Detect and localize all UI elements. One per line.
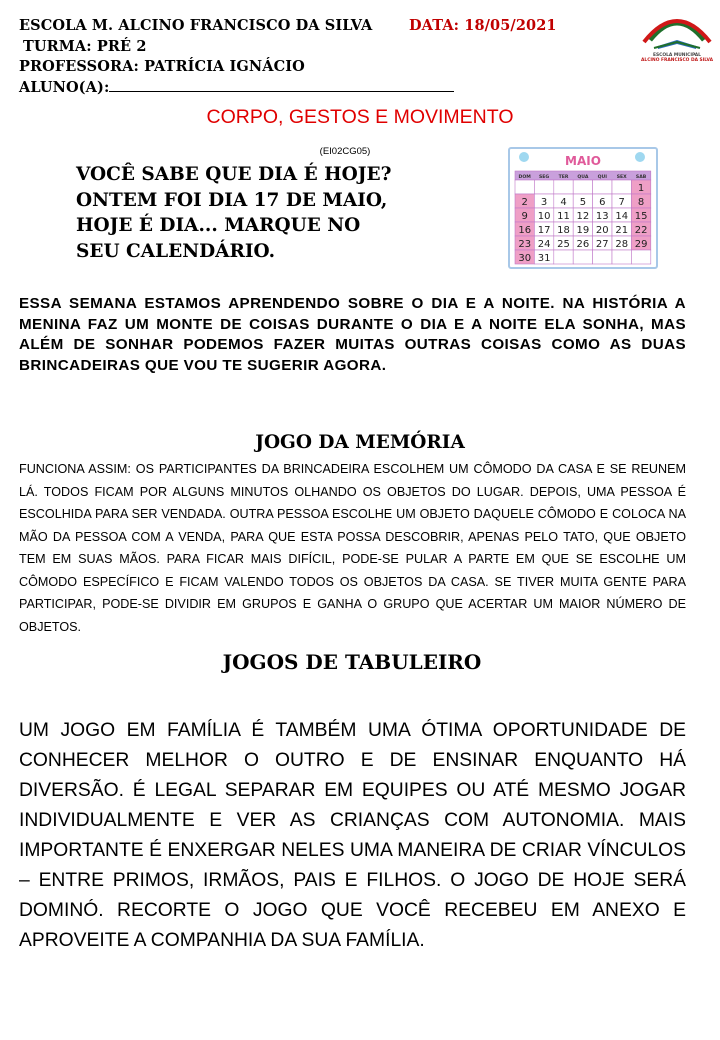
calendar-day: 22 xyxy=(634,224,648,236)
class-label: TURMA: PRÉ 2 xyxy=(23,38,147,55)
question-line: SEU CALENDÁRIO. xyxy=(76,240,276,262)
calendar-day: 26 xyxy=(576,238,590,250)
calendar-day: 28 xyxy=(615,238,629,250)
calendar-weekday: SEX xyxy=(616,174,627,180)
school-name: ESCOLA M. ALCINO FRANCISCO DA SILVA xyxy=(19,17,373,34)
date-label: DATA: 18/05/2021 xyxy=(409,17,557,34)
logo-line1: ESCOLA MUNICIPAL xyxy=(653,53,701,58)
flower-right-icon xyxy=(635,152,645,162)
question-line: VOCÊ SABE QUE DIA É HOJE? xyxy=(76,164,392,185)
calendar-day: 31 xyxy=(537,252,551,264)
calendar-day: 30 xyxy=(518,252,532,264)
calendar-month: MAIO xyxy=(565,154,601,168)
calendar-day: 23 xyxy=(518,238,532,250)
calendar-day: 19 xyxy=(576,224,590,236)
calendar-cell xyxy=(612,180,631,194)
calendar-weekday: SAB xyxy=(635,174,647,180)
calendar-day: 24 xyxy=(537,238,551,250)
intro-paragraph: ESSA SEMANA ESTAMOS APRENDENDO SOBRE O DIA E A NOITE. NA HISTÓRIA A MENINA FAZ UM MONTE DE COISAS DURANTE O DIA E A NOITE ELA SONHA, MAS ALÉM DE SONHAR PODEMOS FAZER MUITAS OUTRAS COISAS COMO AS DUAS BRINCADEIRAS QUE VOU TE SUGERIR AGORA. xyxy=(19,295,686,374)
calendar-day: 20 xyxy=(595,224,609,236)
calendar-weekday: SEG xyxy=(538,174,550,180)
calendar-day: 14 xyxy=(615,210,629,222)
calendar-cell xyxy=(515,180,534,194)
calendar-day: 8 xyxy=(637,196,645,208)
calendar-cell xyxy=(554,180,573,194)
svg-text:E.M.A.F.S xyxy=(651,2,703,19)
calendar-day: 17 xyxy=(537,224,551,236)
teacher-label: PROFESSORA: PATRÍCIA IGNÁCIO xyxy=(19,58,305,75)
memory-game-text: FUNCIONA ASSIM: OS PARTICIPANTES DA BRINCADEIRA ESCOLHEM UM CÔMODO DA CASA E SE REUNEM LÁ. TODOS FICAM POR ALGUNS MINUTOS OLHANDO OS OBJETOS DO LUGAR. DEPOIS, UMA PESSOA É ESCOLHIDA PARA SER VENDADA. OUTRA PESSOA ESCOLHE UM OBJETO DAQUELE CÔMODO E COLOCA NA MÃO DA PESSOA COM A VENDA, PARA QUE ESTA POSSA DESCOBRIR, APENAS PELO TATO, QUE OBJETO TEM EM SUAS MÃOS. PARA FICAR MAIS DIFÍCIL, PODE-SE PULAR A PARTE EM QUE SE ESCOLHE UM CÔMODO ESPECÍFICO E FICAM VALENDO TODOS OS OBJETOS DA CASA. SE TIVER MUITA GENTE PARA PARTICIPAR, PODE-SE DIVIDIR EM GRUPOS E GANHA O GRUPO QUE ACERTAR UM MAIOR NÚMERO DE OBJETOS. xyxy=(19,462,686,634)
calendar-cell xyxy=(612,250,631,264)
board-games-text: UM JOGO EM FAMÍLIA É TAMBÉM UMA ÓTIMA OPORTUNIDADE DE CONHECER MELHOR O OUTRO E DE ENSINAR ENQUANTO HÁ DIVERSÃO. É LEGAL SEPARAR EM EQUIPES OU ATÉ MESMO JOGAR INDIVIDUALMENTE E VER AS CRIANÇAS COM AUTONOMIA. MAIS IMPORTANTE É ENXERGAR NELES UMA MANEIRA DE CRIAR VÍNCULOS – ENTRE PRIMOS, IRMÃOS, PAIS E FILHOS. O JOGO DE HOJE SERÁ DOMINÓ. RECORTE O JOGO QUE VOCÊ RECEBEU EM ANEXO E APROVEITE A COMPANHIA DA SUA FAMÍLIA. xyxy=(19,720,686,951)
calendar-day: 18 xyxy=(557,224,570,236)
calendar-day: 2 xyxy=(521,196,528,208)
calendar-weekday: DOM xyxy=(518,174,531,180)
bncc-code: (EI02CG05) xyxy=(319,146,371,157)
logo-letters: E.M.A.F.S xyxy=(651,2,703,19)
calendar-day: 1 xyxy=(637,182,645,194)
calendar-day: 27 xyxy=(595,238,609,250)
calendar-cell xyxy=(631,250,650,264)
question-line: ONTEM FOI DIA 17 DE MAIO, xyxy=(76,189,388,211)
calendar-day: 12 xyxy=(576,210,590,222)
calendar-day: 11 xyxy=(557,210,570,222)
calendar-day: 29 xyxy=(634,238,648,250)
calendar-day: 25 xyxy=(557,238,570,250)
calendar-cell xyxy=(573,250,592,264)
calendar-day: 4 xyxy=(560,196,567,208)
calendar-day: 13 xyxy=(595,210,609,222)
calendar-day: 3 xyxy=(540,196,548,208)
activity-title: CORPO, GESTOS E MOVIMENTO xyxy=(206,106,514,128)
calendar-weekday: QUI xyxy=(597,174,607,180)
calendar-day: 7 xyxy=(618,196,625,208)
student-line xyxy=(19,79,454,96)
flower-left-icon xyxy=(519,152,529,162)
calendar-weekday: QUA xyxy=(577,174,589,180)
student-label: ALUNO(A): xyxy=(19,79,110,96)
calendar-cell xyxy=(573,180,592,194)
calendar-day: 21 xyxy=(615,224,629,236)
school-logo xyxy=(636,2,718,64)
memory-game-title: JOGO DA MEMÓRIA xyxy=(255,432,465,453)
calendar-weekday: TER xyxy=(558,174,569,180)
calendar-cell xyxy=(593,180,612,194)
calendar-day: 5 xyxy=(579,196,587,208)
calendar-day: 16 xyxy=(518,224,532,236)
question-block xyxy=(76,162,476,264)
calendar-cell xyxy=(534,180,553,194)
question-line: HOJE É DIA... MARQUE NO xyxy=(76,215,361,236)
calendar-cell xyxy=(593,250,612,264)
calendar-day: 6 xyxy=(599,196,606,208)
board-games-title: JOGOS DE TABULEIRO xyxy=(222,650,482,674)
calendar-day: 9 xyxy=(521,210,528,222)
calendar-day: 10 xyxy=(537,210,551,222)
calendar-day: 15 xyxy=(634,210,648,222)
student-name-blank xyxy=(109,79,454,92)
logo-line2: ALCINO FRANCISCO DA SILVA xyxy=(641,58,713,63)
may-calendar xyxy=(508,147,658,269)
calendar-cell xyxy=(554,250,573,264)
